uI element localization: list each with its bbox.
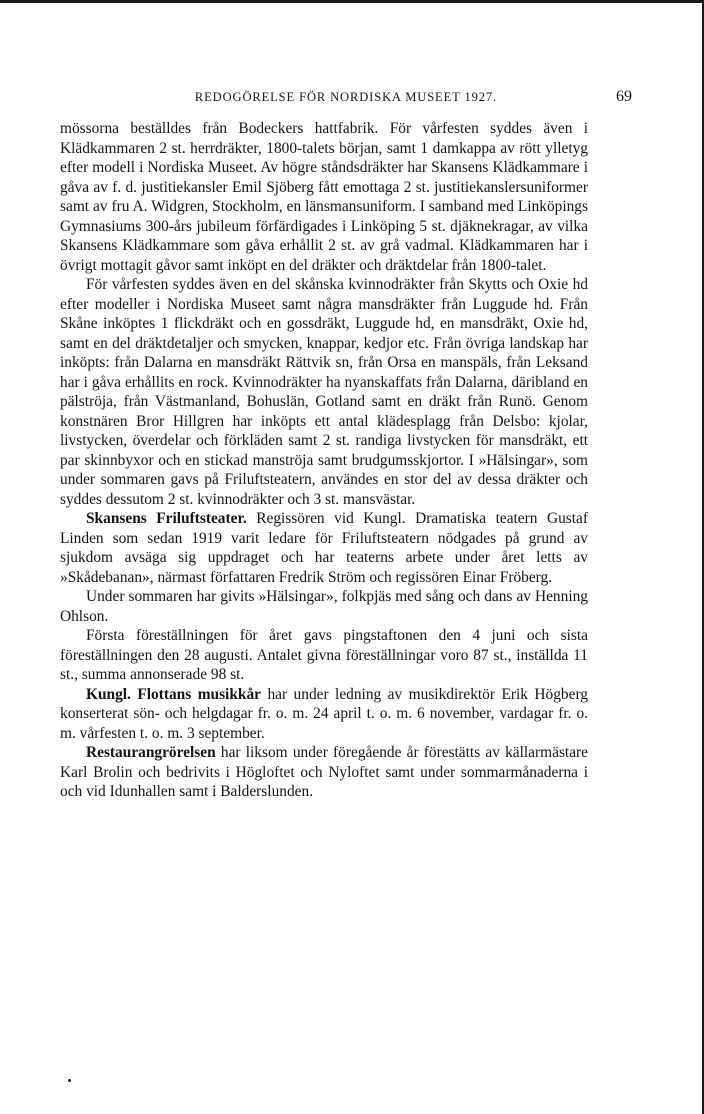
paragraph-text: har under ledning av musikdirektör Erik Högberg konserterat sön- och helgdagar fr. o. m. 24 april t. o. m. 6 november, vardagar fr. o. m. vårfesten t. o. m. 3 september.	[60, 685, 588, 742]
page-number: 69	[616, 88, 632, 105]
paragraph-text: Första föreställningen för året gavs pingstaftonen den 4 juni och sista föreställningen den 28 augusti. Antalet givna föreställningar voro 87 st., inställda 11 st., summa annonserade 98 st.	[60, 627, 588, 683]
page-body	[60, 119, 588, 802]
paragraph-restaurant	[60, 743, 588, 802]
paragraph-lead-heading: Skansens Friluftsteater.	[86, 510, 247, 527]
paragraph-costume-purchases	[60, 119, 588, 275]
paragraph-text: mössorna beställdes från Bodeckers hattfabrik. För vårfesten syddes även i Klädkammaren 2 st. herrdräkter, 1800-talets början, samt 1 damkappa av rött ylletyg efter modell i Nordiska Museet. Av högre ståndsdräkter har Skansens Klädkammare i gåva av f. d. justitiekansler Emil Sjöberg fått emottaga 2 st. justitiekanslersuniformer samt av fru A. Widgren, Stockholm, en länsmansuniform. I samband med Linköpings Gymnasiums 300-års jubileum förfärdigades i Linköping 5 st. djäknekragar, av vilka Skansens Klädkammare som gåva erhållit 2 st. av grå vadmal. Klädkammaren har i övrigt mottagit gåvor samt inköpt en del dräkter och dräktdelar från 1800-talet.	[60, 120, 588, 274]
ink-speck	[68, 1079, 71, 1082]
paragraph-halsingar	[60, 587, 588, 626]
paragraph-performances	[60, 626, 588, 685]
paragraph-lead-heading: Kungl. Flottans musikkår	[86, 685, 261, 703]
running-head: REDOGÖRELSE FÖR NORDISKA MUSEET 1927.	[194, 90, 498, 104]
paragraph-folk-costumes	[60, 275, 588, 509]
paragraph-open-air-theatre	[60, 509, 588, 587]
paragraph-navy-band	[60, 685, 588, 744]
top-border-rule	[0, 0, 704, 3]
paragraph-text: Regissören vid Kungl. Dramatiska teatern Gustaf Linden som sedan 1919 varit ledare för Friluftsteatern nödgades på grund av sjukdom avsäga sig uppdraget och har teaterns arbete under året letts av »Skådebanan», närmast författaren Fredrik Ström och regissören Einar Fröberg.	[60, 510, 588, 586]
paragraph-text: har liksom under föregående år förestätts av källarmästare Karl Brolin och bedrivits i Högloftet och Nyloftet samt under sommarmånaderna i och vid Idunhallen samt i Balderslunden.	[60, 744, 588, 800]
paragraph-text: Under sommaren har givits »Hälsingar», folkpjäs med sång och dans av Henning Ohlson.	[60, 588, 588, 625]
page-header	[60, 88, 632, 108]
paragraph-lead-heading: Restaurangrörelsen	[86, 744, 216, 761]
paragraph-text: För vårfesten syddes även en del skånska kvinnodräkter från Skytts och Oxie hd efter modeller i Nordiska Museet samt några mansdräkter från Luggude hd. Från Skåne inköptes 1 flickdräkt och en gossdräkt, Luggude hd, en mansdräkt, Oxie hd, samt en del dräktdetaljer och smycken, knappar, kedjor etc. Från övriga landskap har inköpts: från Dalarna en mansdräkt Rättvik sn, från Orsa en manspäls, från Leksand har i gåva erhållits en rock. Kvinnodräkter ha nyanskaffats från Dalarna, däribland en pälströja, från Västmanland, Bohuslän, Gotland samt en dräkt från Runö. Genom konstnären Bror Hillgren har inköpts ett antal klädesplagg från Delsbo: kjolar, livstycken, överdelar och förkläden samt 2 st. randiga livstycken för mansdräkt, ett par skinnbyxor och en stickad manströja samt brudgumsskjortor. I »Hälsingar», som under sommaren gavs på Friluftsteatern, användes en stor del av dessa dräkter och syddes dessutom 2 st. kvinnodräkter och 3 st. mansvästar.	[60, 276, 588, 508]
